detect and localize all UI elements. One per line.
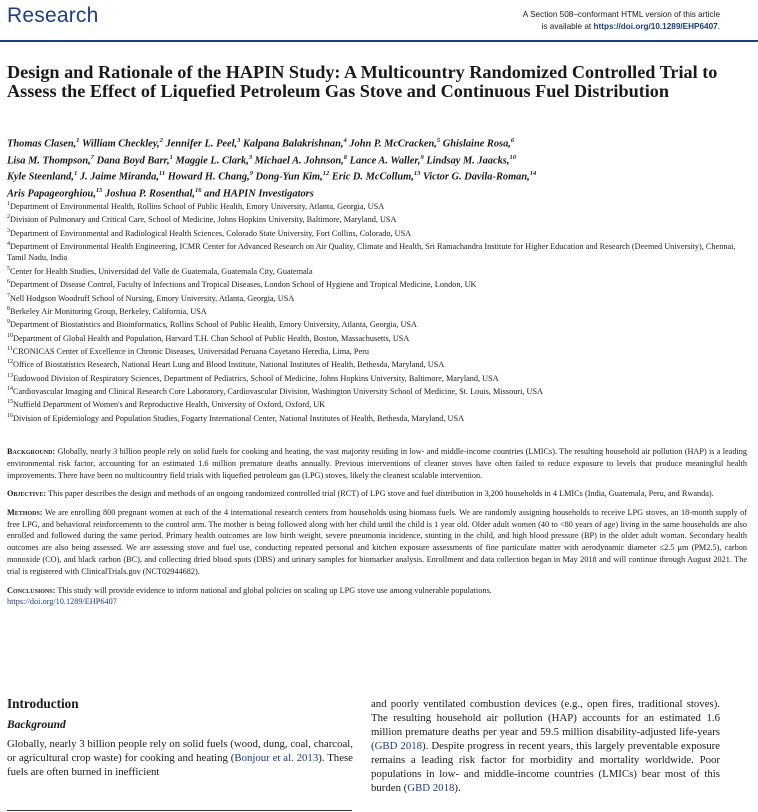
author-affiliation-number: 4 bbox=[343, 137, 347, 144]
affiliation-item bbox=[7, 212, 747, 225]
affiliation-text: Nell Hodgson Woodruff School of Nursing, Emory University, Atlanta, Georgia, USA bbox=[10, 293, 295, 303]
affiliation-item bbox=[7, 411, 747, 424]
author-affiliation-number: 3 bbox=[248, 153, 253, 161]
affiliation-text: Berkeley Air Monitoring Group, Berkeley, California, USA bbox=[10, 306, 207, 316]
note-suffix: . bbox=[717, 22, 720, 31]
author-affiliation-number: 6 bbox=[510, 137, 515, 144]
author-affiliation-number: 9 bbox=[420, 153, 424, 161]
affiliation-item bbox=[7, 277, 747, 290]
author-affiliation-number: 1 bbox=[73, 170, 78, 178]
author-affiliation-number: 9 bbox=[249, 170, 253, 178]
affiliation-item bbox=[7, 239, 747, 264]
intro-paragraph-left: Globally, nearly 3 billion people rely on solid fuels (wood, dung, coal, charcoal, or agricultural crop waste) for cooking and heating (Bonjour et al. 2013). These fuels are often burned in inefficient bbox=[7, 738, 353, 778]
author-name: Aris Papageorghiou, bbox=[7, 188, 96, 200]
abstract bbox=[7, 446, 747, 615]
affiliation-number: 8 bbox=[7, 306, 10, 312]
intro-text-1: Globally, nearly 3 billion people rely on solid fuels (wood, dung, coal, charcoal, or agricultural crop waste) for cooking and heating bbox=[7, 738, 353, 764]
abstract-objective bbox=[7, 488, 747, 500]
affiliation-text: Department of Global Health and Population, Harvard T.H. Chan School of Public Health, Boston, Massachusetts, USA bbox=[13, 333, 410, 343]
intro-text-3: and poorly ventilated combustion devices (e.g., open fires, traditional stoves). The resulting household air pollution (HAP) accounts for an estimated 1.6 million premature deaths per year and 59.5 million disability-adjusted life-years ( bbox=[371, 698, 720, 752]
affiliation-item bbox=[7, 264, 747, 277]
citation-gbd-1[interactable]: GBD 2018 bbox=[374, 740, 423, 752]
affiliation-number: 13 bbox=[7, 372, 13, 379]
author-affiliation-number: 1 bbox=[169, 153, 173, 161]
affiliation-item bbox=[7, 317, 747, 330]
author-name: Joshua P. Rosenthal, bbox=[105, 188, 195, 200]
affiliation-item bbox=[7, 384, 747, 397]
author-name: Victor G. Davila-Roman, bbox=[422, 171, 530, 183]
author-name: and HAPIN Investigators bbox=[204, 188, 314, 200]
author-name: Ghislaine Rosa, bbox=[442, 138, 511, 150]
affiliation-text: Office of Biostatistics Research, National Heart Lung and Blood Institute, National Institutes of Health, Bethesda, Maryland, USA bbox=[13, 360, 445, 370]
affiliation-item bbox=[7, 371, 747, 384]
affiliation-text: Cardiovascular Imaging and Clinical Research Core Laboratory, Cardiovascular Division, Washington University School of Medicine, St. Louis, Missouri, USA bbox=[13, 386, 543, 396]
author-affiliation-number: 13 bbox=[413, 170, 421, 178]
author-list bbox=[7, 134, 752, 201]
affiliation-number: 1 bbox=[7, 201, 10, 207]
doi-link[interactable]: https://doi.org/10.1289/EHP6407 bbox=[593, 22, 718, 31]
objective-label: Objective: bbox=[7, 489, 47, 499]
affiliation-number: 3 bbox=[7, 227, 10, 234]
affiliation-item bbox=[7, 291, 747, 304]
affiliation-text: Division of Pulmonary and Critical Care, School of Medicine, Johns Hopkins University, Baltimore, Maryland, USA bbox=[10, 215, 397, 225]
note-prefix: is available at bbox=[541, 22, 594, 31]
conclusions-label: Conclusions: bbox=[7, 585, 56, 595]
author-affiliation-number: 3 bbox=[237, 137, 241, 144]
conclusions-text: This study will provide evidence to inform national and global policies on scaling up LPG stove use among vulnerable populations. bbox=[57, 585, 492, 595]
affiliation-number: 11 bbox=[7, 346, 13, 353]
affiliation-item bbox=[7, 397, 747, 410]
affiliation-item bbox=[7, 357, 747, 370]
author-name: Eric D. McCollum, bbox=[331, 171, 414, 183]
author-name: Dong-Yun Kim, bbox=[255, 171, 323, 183]
author-affiliation-number: 12 bbox=[322, 170, 330, 178]
affiliation-item bbox=[7, 331, 747, 344]
author-name: Thomas Clasen, bbox=[7, 138, 77, 150]
abstract-background bbox=[7, 446, 747, 482]
affiliation-text: Department of Environmental Health Engineering, ICMR Center for Advanced Research on Air Quality, Climate and Health, Sri Ramachandra Institute for Higher Education and Research (Deemed University), Chennai, Tamil Nadu, India bbox=[7, 241, 736, 263]
author-name: Michael A. Johnson, bbox=[254, 155, 344, 167]
affiliation-number: 15 bbox=[7, 399, 13, 406]
author-affiliation-number: 11 bbox=[158, 170, 166, 178]
intro-heading: Introduction bbox=[7, 696, 79, 711]
intro-text-4: ). Despite progress in recent years, this largely preventable exposure remains a leading risk factor for morbidity and mortality worldwide. Poor populations in low- and middle-income countries (LMICs) bear most of this burden ( bbox=[371, 740, 720, 794]
affiliation-number: 4 bbox=[7, 241, 10, 248]
affiliation-text: CRONICAS Center of Excellence in Chronic Diseases, Universidad Peruana Cayetano Heredia, Lima, Peru bbox=[12, 346, 370, 356]
author-name: Kalpana Balakrishnan, bbox=[242, 138, 344, 150]
note-line1: A Section 508–conformant HTML version of this article bbox=[522, 10, 720, 19]
author-affiliation-number: 16 bbox=[194, 187, 202, 195]
author-name: J. Jaime Miranda, bbox=[79, 171, 159, 183]
author-name: Dana Boyd Barr, bbox=[96, 155, 170, 167]
affiliation-text: Department of Environmental and Radiological Health Sciences, Colorado State University, Fort Collins, Colorado, USA bbox=[10, 228, 412, 238]
author-name: Maggie L. Clark, bbox=[175, 155, 249, 167]
author-affiliation-number: 5 bbox=[436, 137, 441, 144]
background-subheading: Background bbox=[7, 719, 66, 731]
affiliation-text: Department of Disease Control, Faculty of Infections and Tropical Diseases, London School of Hygiene and Tropical Medicine, London, UK bbox=[10, 280, 477, 290]
article-title: Design and Rationale of the HAPIN Study: A Multicountry Randomized Controlled Trial to Assess the Effect of Liquefied Petroleum Gas Stove and Continuous Fuel Distribution bbox=[7, 62, 718, 101]
abstract-doi-link[interactable]: https://doi.org/10.1289/EHP6407 bbox=[7, 597, 117, 607]
affiliation-item bbox=[7, 304, 747, 317]
affiliation-text: Center for Health Studies, Universidad del Valle de Guatemala, Guatemala City, Guatemala bbox=[10, 266, 313, 276]
intro-paragraph-right bbox=[371, 697, 720, 795]
intro-text-2: ). These fuels are often burned in inefficient bbox=[7, 752, 353, 778]
author-affiliation-number: 7 bbox=[90, 153, 94, 161]
affiliation-text: Eudowood Division of Respiratory Sciences, Department of Pediatrics, School of Medicine, Johns Hopkins University, Baltimore, Maryland, USA bbox=[13, 373, 499, 383]
author-name: John P. McCracken, bbox=[349, 138, 437, 150]
intro-left-column bbox=[7, 697, 353, 779]
affiliation-number: 10 bbox=[7, 332, 13, 339]
author-affiliation-number: 10 bbox=[509, 153, 516, 161]
author-affiliation-number: 15 bbox=[95, 187, 103, 195]
header-rule bbox=[0, 40, 758, 42]
background-text: Globally, nearly 3 billion people rely on solid fuels for cooking and heating, the vast majority residing in low- and middle-income countries (LMICs). The resulting household air pollution (HAP) is a leading environmental risk factor, accounting for an estimated 1.6 million premature deaths annually. Previous interventions of cleaner stoves have often failed to reduce exposure to levels that produce meaningful health improvements. There have been no multicountry field trials with liquefied petroleum gas (LPG) stoves, likely the cleanest scalable intervention. bbox=[7, 447, 747, 480]
author-name: Lindsay M. Jaacks, bbox=[426, 155, 510, 167]
author-name: Howard H. Chang, bbox=[167, 171, 250, 183]
affiliation-text: Department of Environmental Health, Rollins School of Public Health, Emory University, Atlanta, Georgia, USA bbox=[10, 201, 385, 211]
author-affiliation-number: 14 bbox=[529, 170, 537, 178]
citation-bonjour[interactable]: Bonjour et al. 2013 bbox=[234, 752, 319, 764]
author-name: William Checkley, bbox=[81, 138, 160, 150]
affiliation-number: 5 bbox=[7, 265, 10, 272]
intro-text-5: ). bbox=[454, 782, 461, 794]
affiliation-item bbox=[7, 344, 747, 357]
methods-text: We are enrolling 800 pregnant women at each of the 4 international research centers from households using biomass fuels. We are randomly assigning households to receive LPG stoves, an 18-month supply of free LPG, and behavioral reinforcements to the control arm. The mother is being followed along with her child until the child is 1 year old. Older adult women (40 to <80 years of age) living in the same households are also enrolled and followed during the same period. Primary health outcomes are low birth weight, severe pneumonia incidence, stunting in the child, and high blood pressure (BP) in the older adult woman. Secondary health outcomes are also being assessed. We are assessing stove and fuel use, conducting repeated personal and kitchen exposure assessments of fine particulate matter with aerodynamic diameter ≤2.5 μm (PM2.5), carbon monoxide (CO), and black carbon (BC), and collecting dried blood spots (DBS) and urinary samples for biomarker analysis. Enrollment and data collection began in May 2018 and will continue through August 2021. The trial is registered with ClinicalTrials.gov (NCT02944682). bbox=[7, 507, 747, 577]
author-affiliation-number: 8 bbox=[343, 153, 348, 161]
affiliation-number: 2 bbox=[7, 214, 10, 221]
footnote-rule bbox=[7, 810, 352, 811]
intro-right-column bbox=[371, 697, 720, 795]
affiliation-text: Division of Epidemiology and Population Studies, Fogarty International Center, National Institutes of Health, Bethesda, Maryland, USA bbox=[13, 413, 465, 423]
author-name: Lance A. Waller, bbox=[349, 155, 421, 167]
author-affiliation-number: 1 bbox=[76, 137, 80, 144]
objective-text: This paper describes the design and methods of an ongoing randomized controlled trial (RCT) of LPG stove and fuel distribution in 3,200 households in 4 LMICs (India, Guatemala, Peru, and Rwanda). bbox=[48, 489, 714, 499]
abstract-conclusions bbox=[7, 585, 747, 609]
affiliation-number: 9 bbox=[7, 319, 10, 326]
author-name: Jennifer L. Peel, bbox=[165, 138, 238, 150]
background-label: Background: bbox=[7, 447, 56, 456]
author-affiliation-number: 2 bbox=[159, 137, 163, 144]
affiliation-text: Department of Biostatistics and Bioinformatics, Rollins School of Public Health, Emory University, Atlanta, Georgia, USA bbox=[10, 320, 417, 330]
affiliation-number: 14 bbox=[7, 386, 13, 393]
affiliation-number: 12 bbox=[7, 359, 13, 366]
affiliation-number: 16 bbox=[7, 412, 13, 419]
author-name: Lisa M. Thompson, bbox=[7, 155, 91, 167]
methods-label: Methods: bbox=[7, 507, 43, 517]
affiliation-text: Nuffield Department of Women's and Reproductive Health, University of Oxford, Oxford, UK bbox=[13, 400, 326, 410]
affiliation-number: 7 bbox=[7, 292, 10, 299]
affiliation-list bbox=[7, 199, 747, 424]
affiliation-number: 6 bbox=[7, 279, 10, 286]
html-version-note bbox=[523, 9, 720, 33]
affiliation-item bbox=[7, 199, 747, 212]
affiliation-item bbox=[7, 226, 747, 239]
section-label: Research bbox=[7, 4, 99, 27]
abstract-methods bbox=[7, 507, 747, 578]
citation-gbd-2[interactable]: GBD 2018 bbox=[407, 782, 455, 794]
author-name: Kyle Steenland, bbox=[7, 171, 74, 183]
